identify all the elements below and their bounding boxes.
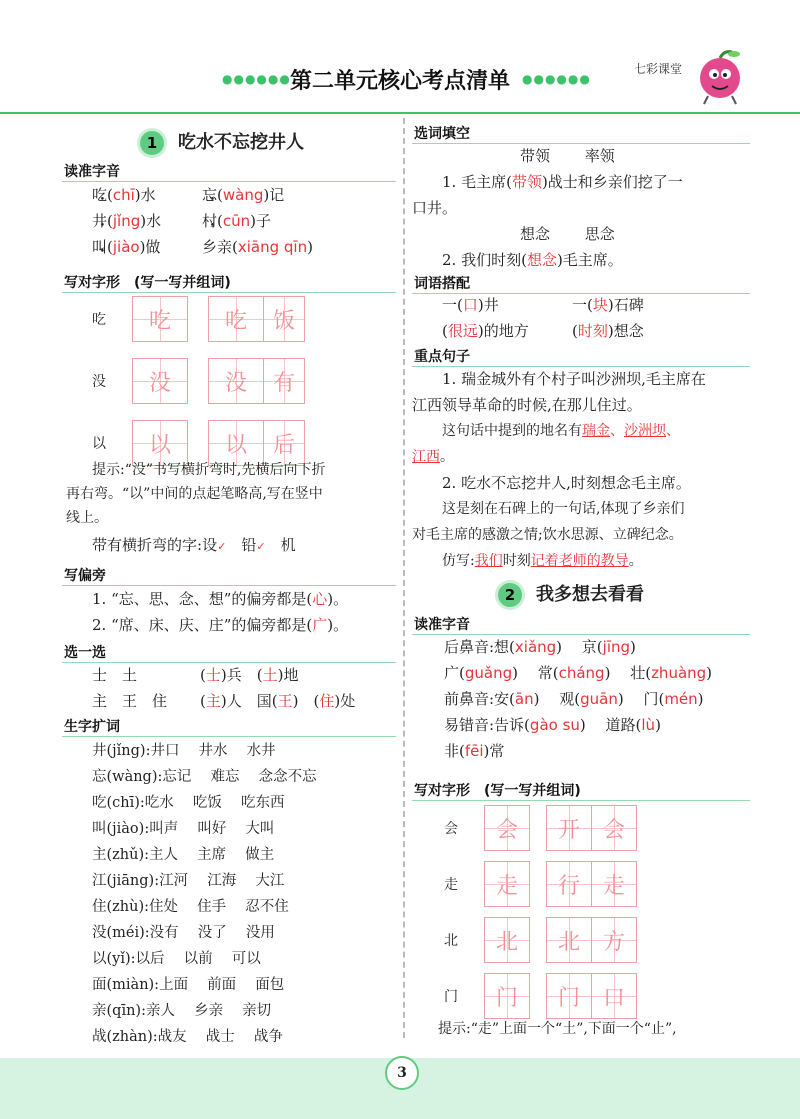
grid-cell: 没 — [132, 358, 188, 404]
expand-item: 吃(chī):吃水 吃饭 吃东西 — [92, 795, 285, 811]
l1-grid-row — [92, 358, 305, 404]
expand-item: 亲(qīn):亲人 乡亲 亲切 — [92, 1003, 272, 1019]
l1-read-heading: 读准字音 — [62, 161, 396, 182]
expand-item: 战(zhàn):战友 战士 战争 — [92, 1029, 283, 1045]
l2-grid-row — [444, 805, 637, 851]
expand-item: 以(yǐ):以后 以前 可以 — [92, 951, 261, 967]
grid-cell: 北 — [484, 917, 530, 963]
header-rule — [0, 112, 800, 114]
l1-tip: 提示:“没”书写横折弯时,先横后向下折 — [92, 462, 326, 478]
expand-item: 江(jiāng):江河 江海 大江 — [92, 873, 285, 889]
expand-item: 井(jǐng):井口 井水 水井 — [92, 743, 276, 759]
grid-cell: 以 — [208, 420, 263, 466]
l2-read-list: 后鼻音:想(xiǎng) 京(jīng) 广(guǎng) 常(cháng) 壮(zhuàng) 前鼻音:安(ān) 观(guān) 门(mén) 易错音:告诉(gào su) 道路(lù) 非(fēi)常 — [444, 638, 713, 760]
l2-read-heading: 读准字音 — [412, 614, 750, 635]
fill-body: 带领 率领 1. 毛主席(带领)战士和乡亲们挖了一 口井。 想念 思念 2. 我们时刻(想念)毛主席。 — [412, 147, 683, 269]
grid-cell: 没 — [208, 358, 263, 404]
grid-label: 会 — [444, 821, 458, 837]
grid-cell: 后 — [263, 420, 305, 466]
expand-item: 没(méi):没有 没了 没用 — [92, 925, 275, 941]
lesson-1-badge: 1 — [140, 131, 164, 155]
expand-item: 叫(jiào):叫声 叫好 大叫 — [92, 821, 275, 837]
l2-grid-row — [444, 973, 637, 1019]
brand-label: 七彩课堂 — [634, 62, 683, 76]
expand-item: 主(zhǔ):主人 主席 做主 — [92, 847, 275, 863]
page-title: 第二单元核心考点清单 — [290, 69, 511, 94]
l2-tip: 提示:“走”上面一个“土”,下面一个“止”, — [438, 1021, 677, 1037]
l1-write-heading: 写对字形 (写一写并组词) — [62, 272, 396, 293]
l1-radical-list: 1. “忘、思、念、想”的偏旁都是(心)。 2. “席、床、庆、庄”的偏旁都是(广)。 — [92, 590, 349, 634]
grid-cell: 北 — [546, 917, 591, 963]
lesson-2-heading — [498, 580, 644, 607]
l2-write-grid — [444, 805, 637, 1019]
grid-label: 走 — [444, 877, 458, 893]
l1-read-line: 叫( •jiào)做 乡亲(xiāng qīn) — [92, 234, 313, 260]
grid-cell: 门 — [546, 973, 591, 1019]
grid-cell: 以 — [132, 420, 188, 466]
lesson-2-badge: 2 — [498, 583, 522, 607]
grid-label: 没 — [92, 374, 106, 390]
grid-cell: 会 — [591, 805, 637, 851]
header-dots-right: ●●●●●● — [522, 72, 591, 86]
grid-cell: 走 — [591, 861, 637, 907]
l1-expand-list — [92, 738, 317, 1050]
grid-cell: 饭 — [263, 296, 305, 342]
grid-cell: 吃 — [132, 296, 188, 342]
grid-label: 北 — [444, 933, 458, 949]
l1-bend-chars: 带有横折弯的字:设✓ 铅✓ 机 — [92, 536, 296, 554]
header-dots-left: ●●●●●● — [222, 72, 291, 86]
grid-cell: 门 — [484, 973, 530, 1019]
l1-read-line: 吃( •chī)水 忘( •wàng)记 — [92, 182, 313, 208]
match-body: 一(口)井 一(块)石碑 (很远)的地方 (时刻)想念 — [442, 296, 644, 340]
l1-choose-list: 士 土 (士)兵 (土)地 主 王 住 (主)人 国(王) (住)处 — [92, 666, 356, 710]
grid-cell: 吃 — [208, 296, 263, 342]
grid-cell: 行 — [546, 861, 591, 907]
lesson-1-title: 吃水不忘挖井人 — [178, 132, 304, 153]
lesson-2-title: 我多想去看看 — [536, 584, 644, 605]
key-heading: 重点句子 — [412, 346, 750, 367]
l1-read-line: 井( •jǐng)水 村( •cūn)子 — [92, 208, 313, 234]
grid-cell: 有 — [263, 358, 305, 404]
grid-cell: 开 — [546, 805, 591, 851]
grid-label: 以 — [92, 436, 106, 452]
l1-expand-heading: 生字扩词 — [62, 716, 396, 737]
l2-grid-row — [444, 917, 637, 963]
expand-item: 忘(wàng):忘记 难忘 念念不忘 — [92, 769, 317, 785]
l1-write-grid — [92, 296, 305, 466]
grid-cell: 口 — [591, 973, 637, 1019]
l1-choose-heading: 选一选 — [62, 642, 396, 663]
fill-heading: 选词填空 — [412, 123, 750, 144]
lesson-1-heading — [140, 128, 304, 155]
apple-mascot-icon — [694, 46, 750, 106]
grid-cell: 走 — [484, 861, 530, 907]
expand-item: 住(zhù):住处 住手 忍不住 — [92, 899, 289, 915]
grid-cell: 会 — [484, 805, 530, 851]
l1-grid-row — [92, 296, 305, 342]
match-heading: 词语搭配 — [412, 273, 750, 294]
grid-cell: 方 — [591, 917, 637, 963]
l1-read-list — [92, 182, 313, 260]
page-number: 3 — [385, 1056, 419, 1090]
l2-write-heading: 写对字形 (写一写并组词) — [412, 780, 750, 801]
grid-label: 吃 — [92, 312, 106, 328]
l1-radical-heading: 写偏旁 — [62, 565, 396, 586]
column-divider — [403, 118, 405, 1038]
grid-label: 门 — [444, 989, 458, 1005]
key-body: 1. 瑞金城外有个村子叫沙洲坝,毛主席在 江西领导革命的时候,在那儿住过。 这句话中提到的地名有瑞金、沙洲坝、 江西。 2. 吃水不忘挖井人,时刻想念毛主席。 这是刻在石碑上的一句话,体现了乡亲们 对毛主席的感激之情;饮水思源、立碑纪念。 仿写:我们时刻记着老师的教导。 — [412, 370, 706, 569]
l1-tip-cont: 再右弯。“以”中间的点起笔略高,写在竖中 线上。 — [66, 486, 323, 526]
l2-grid-row — [444, 861, 637, 907]
expand-item: 面(miàn):上面 前面 面包 — [92, 977, 285, 993]
